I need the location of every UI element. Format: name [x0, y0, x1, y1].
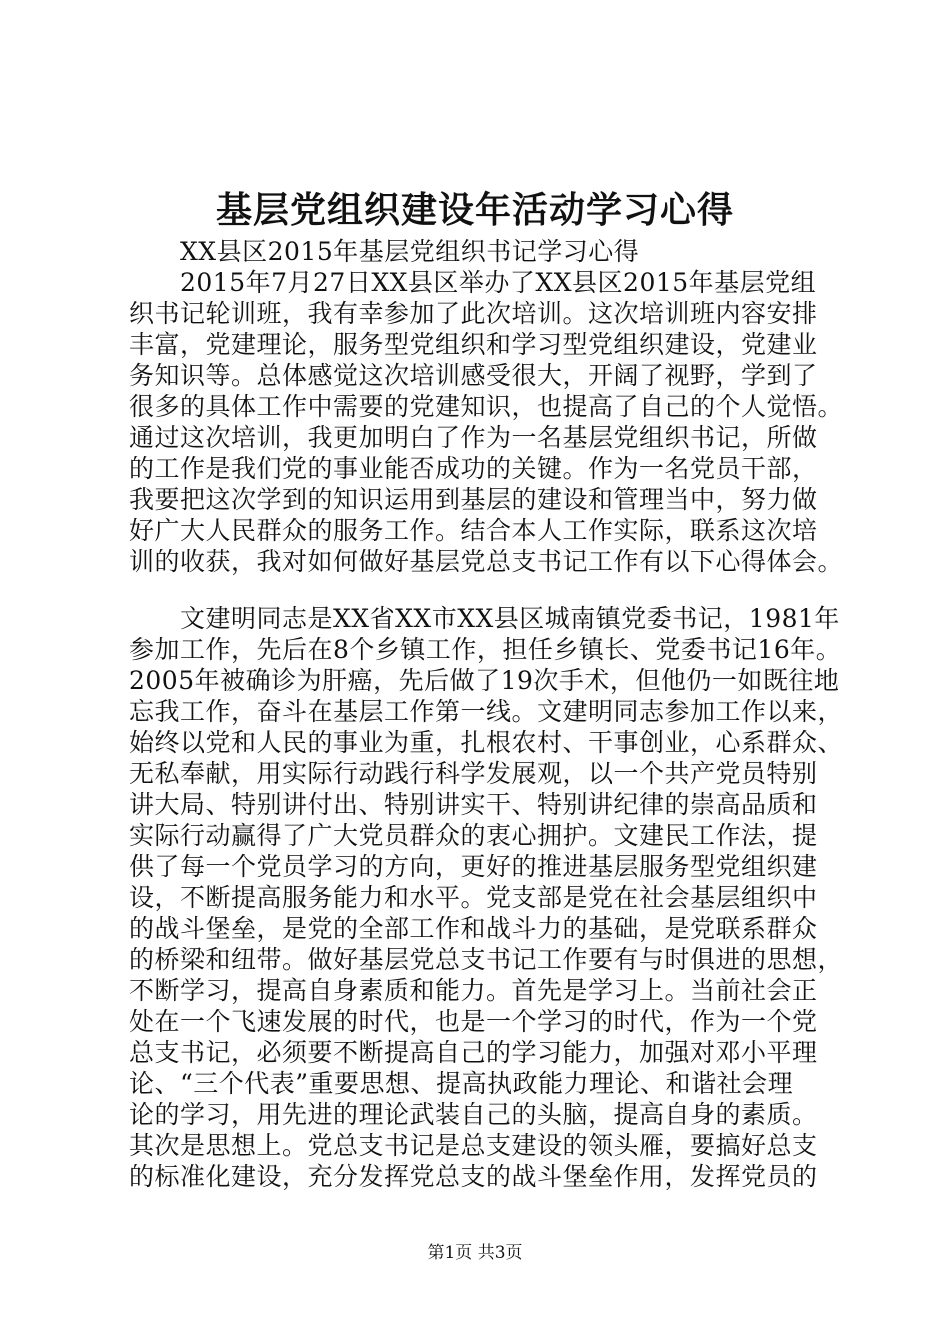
- text-line: 务知识等。总体感觉这次培训感受很大，开阔了视野，学到了: [129, 361, 818, 390]
- text-line: 总支书记，必须要不断提高自己的学习能力，加强对邓小平理: [129, 1038, 818, 1067]
- text-line: 实际行动赢得了广大党员群众的衷心拥护。文建民工作法，提: [129, 821, 818, 850]
- text-line: 我要把这次学到的知识运用到基层的建设和管理当中，努力做: [129, 485, 818, 514]
- text-line: 2005年被确诊为肝癌，先后做了19次手术，但他仍一如既往地: [129, 666, 840, 695]
- text-line: 其次是思想上。党总支书记是总支建设的领头雁，要搞好总支: [129, 1131, 818, 1160]
- text-line: 设，不断提高服务能力和水平。党支部是党在社会基层组织中: [129, 883, 818, 912]
- text-line: 通过这次培训，我更加明白了作为一名基层党组织书记，所做: [129, 423, 818, 452]
- text-line: 参加工作，先后在8个乡镇工作，担任乡镇长、党委书记16年。: [129, 635, 842, 664]
- text-line: 论的学习，用先进的理论武装自己的头脑，提高自身的素质。: [129, 1100, 818, 1129]
- text-line: 不断学习，提高自身素质和能力。首先是学习上。当前社会正: [129, 976, 818, 1005]
- document-title: 基层党组织建设年活动学习心得: [215, 189, 734, 231]
- text-line: 织书记轮训班，我有幸参加了此次培训。这次培训班内容安排: [129, 299, 818, 328]
- text-line: 讲大局、特别讲付出、特别讲实干、特别讲纪律的崇高品质和: [129, 790, 818, 819]
- text-line: 始终以党和人民的事业为重，扎根农村、干事创业，心系群众、: [129, 728, 844, 757]
- page-footer: 第1页 共3页: [427, 1243, 523, 1263]
- text-line: 忘我工作，奋斗在基层工作第一线。文建明同志参加工作以来，: [129, 697, 844, 726]
- text-line: 的标准化建设，充分发挥党总支的战斗堡垒作用，发挥党员的: [129, 1162, 818, 1191]
- text-line: 无私奉献，用实际行动践行科学发展观，以一个共产党员特别: [129, 759, 818, 788]
- text-line: 的桥梁和纽带。做好基层党总支书记工作要有与时俱进的思想，: [129, 945, 844, 974]
- text-line: 文建明同志是XX省XX市XX县区城南镇党委书记，1981年: [180, 604, 840, 633]
- text-line: 很多的具体工作中需要的党建知识，也提高了自己的个人觉悟。: [129, 392, 844, 421]
- text-line: 丰富，党建理论，服务型党组织和学习型党组织建设，党建业: [129, 330, 818, 359]
- text-line: 论、“三个代表”重要思想、提高执政能力理论、和谐社会理: [129, 1069, 794, 1098]
- text-line: 供了每一个党员学习的方向，更好的推进基层服务型党组织建: [129, 852, 818, 881]
- text-line: 好广大人民群众的服务工作。结合本人工作实际，联系这次培: [129, 516, 818, 545]
- text-line: 2015年7月27日XX县区举办了XX县区2015年基层党组: [180, 268, 817, 297]
- text-line: 处在一个飞速发展的时代，也是一个学习的时代，作为一个党: [129, 1007, 818, 1036]
- text-line: 训的收获，我对如何做好基层党总支书记工作有以下心得体会。: [129, 547, 844, 576]
- text-line: 的工作是我们党的事业能否成功的关键。作为一名党员干部，: [129, 454, 818, 483]
- subtitle-line: XX县区2015年基层党组织书记学习心得: [180, 237, 640, 266]
- text-line: 的战斗堡垒，是党的全部工作和战斗力的基础，是党联系群众: [129, 914, 818, 943]
